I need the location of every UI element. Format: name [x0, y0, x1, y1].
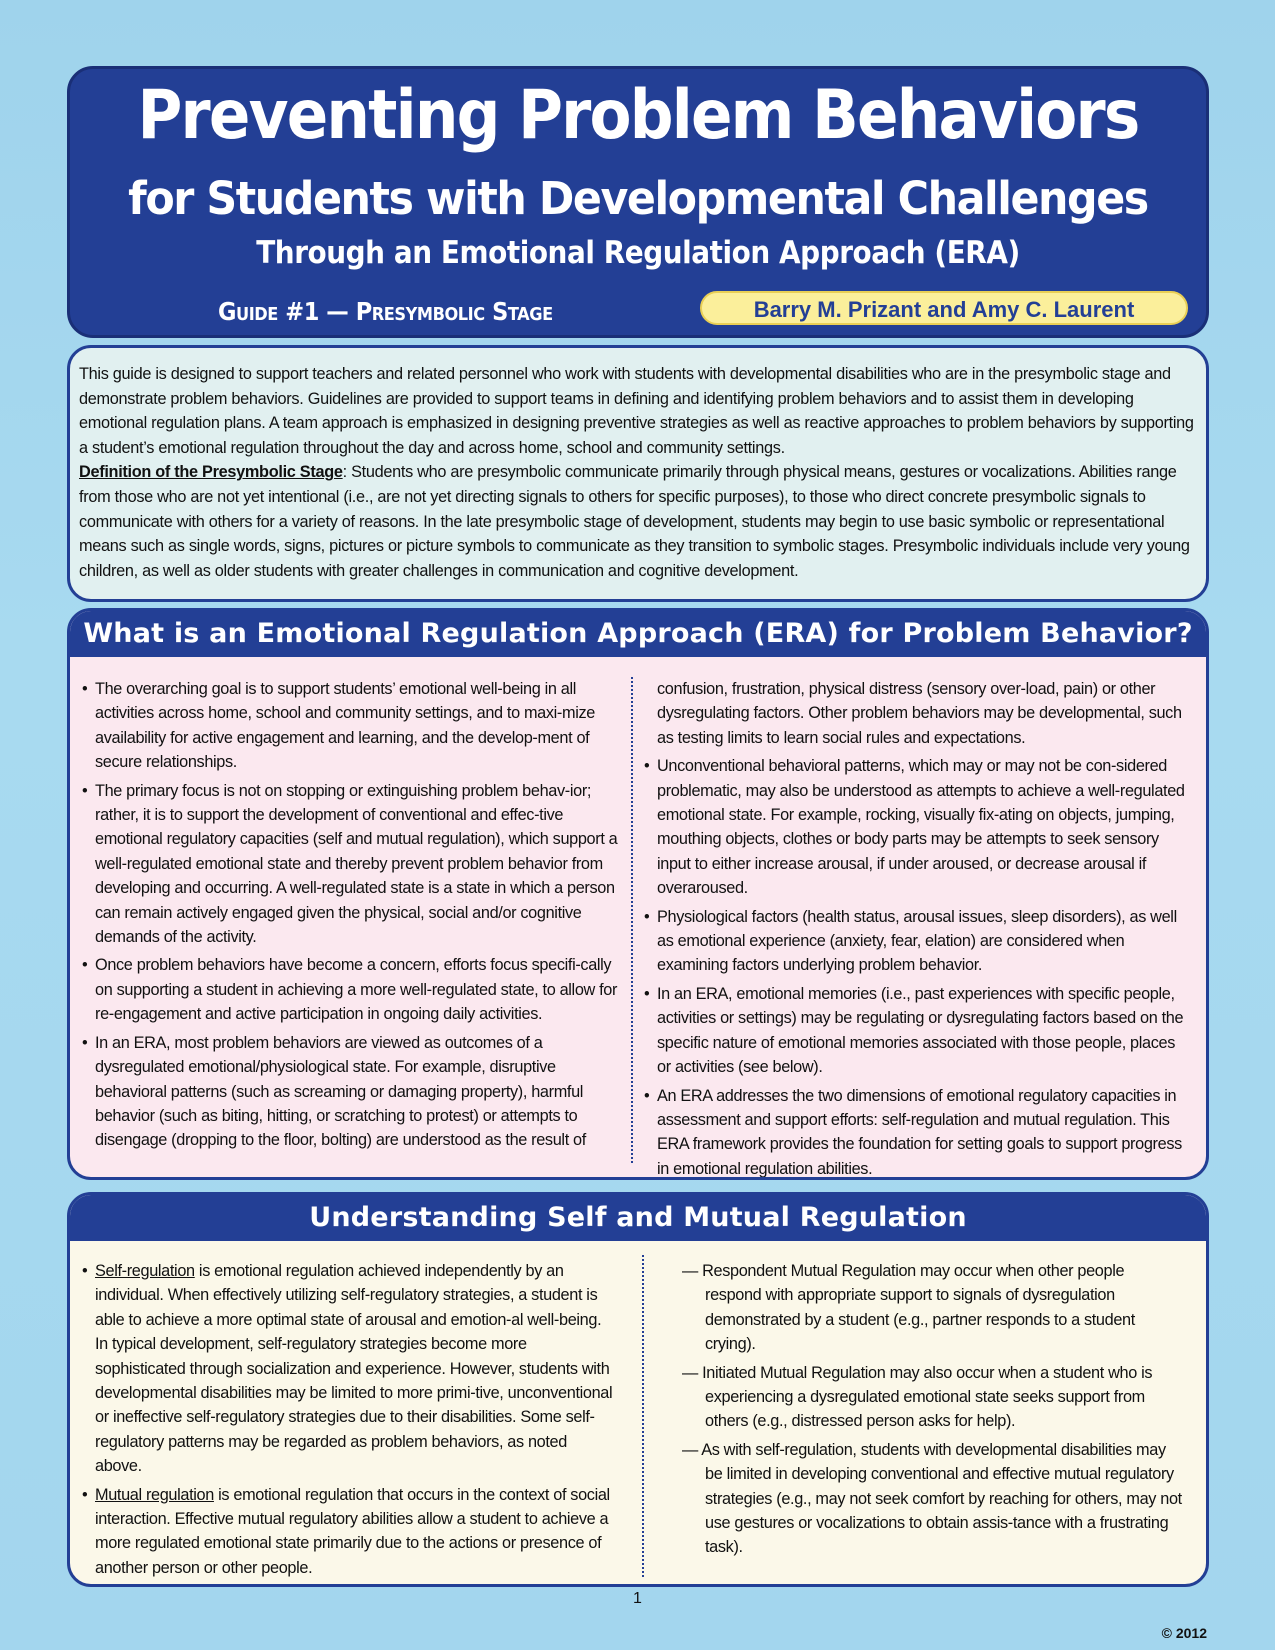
definition-text: : Students who are presymbolic communicate primarily through physical means, gestures or vocalizations. Abilities range from those who are not yet intentional (i.e., are not yet directing signals to others for specific purposes), to those who direct concrete presymbolic signals to communicate with others for a variety of reasons. In the late presymbolic stage of development, students may begin to use basic symbolic or representational means such as single words, signs, pictures or picture symbols to communicate as they transition to symbolic stages. Presymbolic individuals include very young children, as well as older students with greater challenges in communication and cognitive development.	[79, 463, 1190, 580]
list-item: • In an ERA, most problem behaviors are viewed as outcomes of a dysregulated emotional/physiological state. For example, disruptive behavioral patterns (such as screaming or damaging property), harmful behavior (such as biting, hitting, or scratching to protest) or attempts to disengage (dropping to the floor, bolting) are understood as the result of	[80, 1031, 625, 1153]
intro-paragraph: This guide is designed to support teachers and related personnel who work with students with developmental disabilities who are in the presymbolic stage and demonstrate problem behaviors. Guidelines are provided to support teams in defining and identifying problem behaviors and to assist them in developing emotional regulation plans. A team approach is emphasized in designing preventive strategies as well as reactive approaches to problem behaviors by supporting a student’s emotional regulation throughout the day and across home, school and community settings.	[79, 365, 1194, 457]
era-section	[67, 608, 1209, 1180]
regulation-left-column	[80, 1259, 615, 1584]
copyright: © 2012	[1161, 1625, 1207, 1641]
page-number: 1	[633, 1590, 642, 1607]
self-regulation-term: Self-regulation	[95, 1262, 195, 1280]
era-left-column	[80, 677, 625, 1157]
guide-label: Guide #1 — Presymbolic Stage	[218, 297, 553, 326]
authors-badge: Barry M. Prizant and Amy C. Laurent	[700, 291, 1188, 325]
page-subtitle-era: Through an Emotional Regulation Approach (ERA)	[256, 235, 1020, 271]
mutual-regulation-text: is emotional regulation that occurs in the context of social interaction. Effective mutual regulatory abilities allow a student to achieve a more regulated emotional state primarily due to the actions or presence of another person or other people.	[95, 1485, 610, 1577]
page-title: Preventing Problem Behaviors	[137, 76, 1139, 155]
list-item-mutual-regulation	[80, 1483, 615, 1581]
list-item: — As with self-regulation, students with developmental disabilities may be limited in developing conventional and effective mutual regulatory strategies (e.g., may not seek comfort by reaching for others, may not use gestures or vocalizations to obtain assis-tance with a frustrating task).	[682, 1440, 1182, 1557]
regulation-section	[67, 1192, 1209, 1587]
list-item-continued: confusion, frustration, physical distress (sensory over-load, pain) or other dysregulating factors. Other problem behaviors may be developmental, such as testing limits to learn social rules and expectations.	[657, 680, 1182, 747]
page-subtitle: for Students with Developmental Challenges	[128, 172, 1148, 225]
era-right-column	[642, 677, 1187, 1180]
era-heading: What is an Emotional Regulation Approach (ERA) for Problem Behavior?	[70, 611, 1206, 657]
list-item: • Once problem behaviors have become a concern, efforts focus specifi-cally on supporting a student in achieving a more well-regulated state, to allow for re-engagement and active participation in ongoing daily activities.	[80, 953, 625, 1026]
mutual-regulation-term: Mutual regulation	[95, 1485, 214, 1504]
regulation-right-column	[682, 1259, 1182, 1564]
column-divider	[642, 1255, 644, 1577]
list-item: — Initiated Mutual Regulation may also occur when a student who is experiencing a dysregulated emotional state seeks support from others (e.g., distressed person asks for help).	[682, 1363, 1153, 1431]
list-item: • The overarching goal is to support students’ emotional well-being in all activities across home, school and community settings, and to maxi-mize availability for active engagement and learning, and the develop-ment of secure relationships.	[80, 677, 625, 775]
list-item: • In an ERA, emotional memories (i.e., past experiences with specific people, activities or settings) may be regulating or dysregulating factors based on the specific nature of emotional memories associated with those people, places or activities (see below).	[642, 982, 1187, 1080]
self-regulation-text: is emotional regulation achieved independently by an individual. When effectively utilizing self-regulatory strategies, a student is able to achieve a more optimal state of arousal and emotion-al well-being. In typical development, self-regulatory strategies become more sophisticated through socialization and experience. However, students with developmental disabilities may be limited to more primi-tive, unconventional or ineffective self-regulatory strategies due to their disabilities. Some self-regulatory patterns may be regarded as problem behaviors, as noted above.	[95, 1262, 613, 1476]
list-item: • The primary focus is not on stopping or extinguishing problem behav-ior; rather, it is to support the development of conventional and effec-tive emotional regulatory capacities (self and mutual regulation), which support a well-regulated emotional state and thereby prevent problem behavior from developing and occurring. A well-regulated state is a state in which a person can remain actively engaged given the physical, social and/or cognitive demands of the activity.	[80, 779, 625, 950]
regulation-heading: Understanding Self and Mutual Regulation	[70, 1195, 1206, 1241]
list-item: • An ERA addresses the two dimensions of emotional regulatory capacities in assessment and support efforts: self-regulation and mutual regulation. This ERA framework provides the foundation for setting goals to support progress in emotional regulation abilities.	[642, 1084, 1187, 1181]
list-item: • Unconventional behavioral patterns, which may or may not be con-sidered problematic, may also be understood as attempts to achieve a well-regulated emotional state. For example, rocking, visually fix-ating on objects, jumping, mouthing objects, clothes or body parts may be attempts to seek sensory input to either increase arousal, if under aroused, or decrease arousal if overaroused.	[642, 754, 1187, 900]
definition-label: Definition of the Presymbolic Stage	[79, 463, 343, 482]
header-banner	[67, 66, 1209, 338]
intro-box	[67, 345, 1209, 602]
list-item: — Respondent Mutual Regulation may occur when other people respond with appropriate support to signals of dysregulation demonstrated by a student (e.g., partner responds to a student crying).	[682, 1262, 1135, 1354]
list-item: • Physiological factors (health status, arousal issues, sleep disorders), as well as emotional experience (anxiety, fear, elation) are considered when examining factors underlying problem behavior.	[642, 905, 1187, 978]
column-divider	[631, 677, 633, 1163]
definition-paragraph	[79, 460, 1194, 583]
list-item-self-regulation	[80, 1259, 615, 1479]
